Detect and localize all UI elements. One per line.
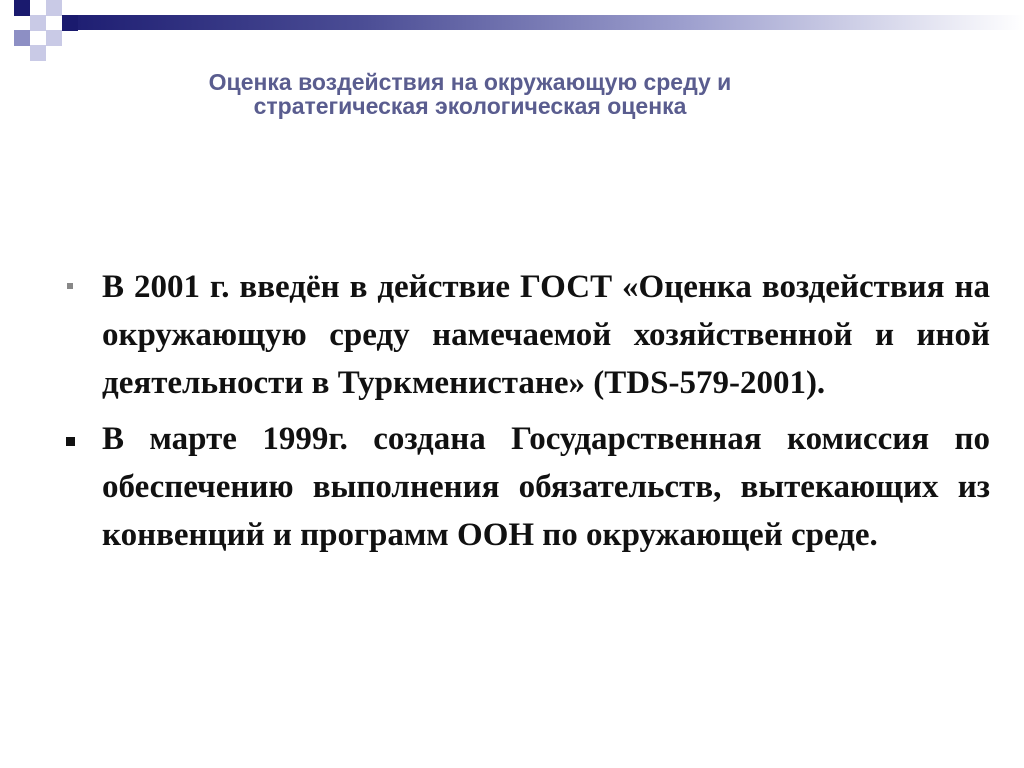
decor-square: [30, 45, 46, 61]
decor-square: [46, 30, 62, 46]
slide-content: [60, 263, 990, 567]
square-bullet-icon: [66, 437, 75, 446]
bullet-text: В марте 1999г. создана Государственная комиссия по обеспечению выполнения обязательств, вытекающих из конвенций и программ ООН по окружающей среде.: [102, 421, 990, 553]
bullet-item: [60, 263, 990, 407]
slide-title-line-2: стратегическая экологическая оценка: [253, 93, 687, 119]
header-gradient-bar: [78, 15, 1024, 30]
decor-square: [14, 30, 30, 46]
decor-square: [46, 0, 62, 16]
small-square-bullet-icon: [67, 283, 73, 289]
decor-square: [14, 0, 30, 16]
slide-title-line-1: Оценка воздействия на окружающую среду и: [208, 69, 732, 95]
slide-title: [100, 70, 840, 118]
bullet-item: [60, 415, 990, 559]
bullet-text: В 2001 г. введён в действие ГОСТ «Оценка воздействия на окружающую среду намечаемой хозяйственной и иной деятельности в Туркменистане» (TDS-579-2001).: [102, 269, 990, 401]
decor-square: [62, 15, 78, 31]
decor-square: [30, 15, 46, 31]
